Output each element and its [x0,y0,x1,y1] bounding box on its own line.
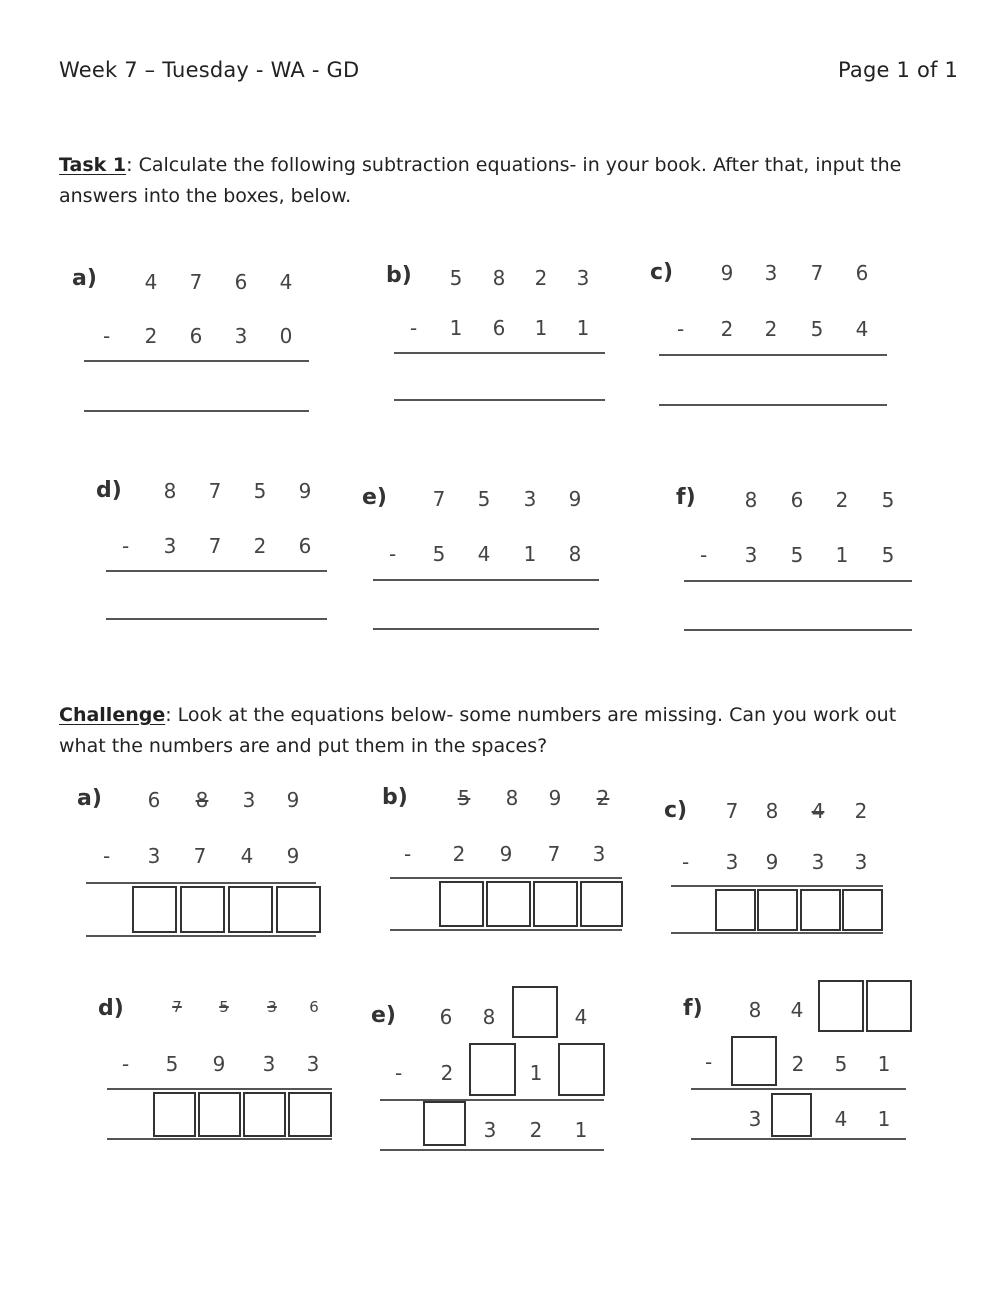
digit: 3 [163,534,177,558]
rule-line [390,877,622,879]
task1-instructions [59,150,934,212]
rule-line [394,352,605,354]
digit: 4 [574,1005,588,1029]
answer-box[interactable] [757,889,798,931]
digit: 9 [548,786,562,810]
answer-box[interactable] [243,1092,286,1137]
digit: 3 [234,324,248,348]
digit: 8 [744,488,758,512]
digit: 5 [477,487,491,511]
digit: 2 [720,317,734,341]
digit: 2 [144,324,158,348]
crossed-digit: 3 [267,998,277,1016]
digit: 5 [790,543,804,567]
problem-label: a) [77,786,102,811]
crossed-digit: 2 [596,786,610,810]
digit: 3 [764,261,778,285]
digit: 5 [253,479,267,503]
minus-sign: - [410,316,418,340]
answer-box[interactable] [228,886,273,933]
digit: 6 [439,1005,453,1029]
answer-box[interactable] [486,881,531,927]
digit: 7 [810,261,824,285]
digit: 6 [298,534,312,558]
rule-line [380,1149,604,1151]
digit: 2 [253,534,267,558]
problem-label: b) [382,785,408,810]
digit: 3 [306,1052,320,1076]
answer-box[interactable] [533,881,578,927]
digit: 1 [534,316,548,340]
digit: 2 [534,266,548,290]
digit: 1 [574,1118,588,1142]
digit: 6 [492,316,506,340]
digit: 9 [286,788,300,812]
answer-box[interactable] [715,889,756,931]
problem-label: c) [650,260,674,285]
digit: 7 [193,844,207,868]
digit: 5 [881,543,895,567]
rule-line [691,1088,906,1090]
digit: 7 [547,842,561,866]
problem-label: d) [98,996,124,1021]
missing-digit-box[interactable] [558,1043,605,1096]
digit: 9 [286,844,300,868]
digit: 2 [764,317,778,341]
missing-digit-box[interactable] [771,1093,812,1137]
minus-sign: - [705,1050,713,1074]
digit: 8 [482,1005,496,1029]
digit: 1 [835,543,849,567]
answer-box[interactable] [439,881,484,927]
rule-line [107,1088,332,1090]
problem-label: e) [362,485,387,510]
minus-sign: - [103,844,111,868]
problem-label: d) [96,478,122,503]
digit: 1 [449,316,463,340]
missing-digit-box[interactable] [866,980,912,1032]
digit: 9 [499,842,513,866]
crossed-digit: 5 [219,998,229,1016]
digit: 9 [568,487,582,511]
digit: 2 [835,488,849,512]
digit: 3 [592,842,606,866]
digit: 2 [529,1118,543,1142]
digit: 4 [279,270,293,294]
minus-sign: - [682,850,690,874]
rule-line [390,929,622,931]
digit: 3 [262,1052,276,1076]
minus-sign: - [122,534,130,558]
digit: 3 [483,1118,497,1142]
digit: 1 [523,542,537,566]
digit: 5 [810,317,824,341]
digit: 2 [440,1061,454,1085]
rule-line [380,1099,604,1101]
digit: 1 [529,1061,543,1085]
digit: 6 [234,270,248,294]
missing-digit-box[interactable] [423,1101,466,1146]
minus-sign: - [677,317,685,341]
digit: 3 [811,850,825,874]
digit: 8 [568,542,582,566]
rule-line [373,579,599,581]
minus-sign: - [395,1061,403,1085]
missing-digit-box[interactable] [512,986,558,1038]
problem-label: f) [683,996,703,1021]
problem-label: a) [72,266,97,291]
rule-line [671,932,883,934]
problem-label: f) [676,485,696,510]
digit: 6 [790,488,804,512]
rule-line [106,570,327,572]
challenge-label: Challenge [59,704,166,726]
answer-box[interactable] [800,889,841,931]
digit: 7 [725,799,739,823]
minus-sign: - [103,324,111,348]
answer-box[interactable] [132,886,177,933]
minus-sign: - [389,542,397,566]
task1-label: Task 1 [59,154,127,176]
answer-box[interactable] [580,881,623,927]
answer-line[interactable] [659,404,887,406]
rule-line [107,1138,332,1140]
rule-line [659,354,887,356]
digit: 3 [523,487,537,511]
digit: 7 [432,487,446,511]
digit: 6 [309,998,319,1016]
rule-line [671,885,883,887]
rule-line [691,1138,906,1140]
digit: 2 [452,842,466,866]
minus-sign: - [700,543,708,567]
digit: 3 [854,850,868,874]
digit: 6 [189,324,203,348]
digit: 3 [748,1107,762,1131]
rule-line [84,360,309,362]
digit: 3 [147,844,161,868]
minus-sign: - [404,842,412,866]
digit: 8 [163,479,177,503]
digit: 4 [855,317,869,341]
page-number: Page 1 of 1 [838,58,959,82]
digit: 1 [576,316,590,340]
answer-box[interactable] [842,889,883,931]
digit: 8 [748,998,762,1022]
worksheet-title: Week 7 – Tuesday - WA - GD [59,58,360,82]
crossed-digit: 8 [195,788,209,812]
missing-digit-box[interactable] [818,980,864,1032]
answer-line[interactable] [373,628,599,630]
digit: 5 [449,266,463,290]
digit: 5 [881,488,895,512]
digit: 8 [505,786,519,810]
crossed-digit: 5 [457,786,471,810]
digit: 4 [834,1107,848,1131]
digit: 8 [765,799,779,823]
answer-line[interactable] [684,629,912,631]
digit: 4 [790,998,804,1022]
problem-label: e) [371,1003,396,1028]
task1-text: : Calculate the following subtraction equations- in your book. After that, input the answers into the boxes, below. [59,154,902,207]
digit: 1 [877,1107,891,1131]
answer-line[interactable] [84,410,309,412]
digit: 3 [725,850,739,874]
problem-label: c) [664,798,688,823]
digit: 7 [208,479,222,503]
digit: 3 [744,543,758,567]
answer-line[interactable] [394,399,605,401]
missing-digit-box[interactable] [469,1043,516,1096]
digit: 1 [877,1052,891,1076]
digit: 7 [208,534,222,558]
digit: 3 [242,788,256,812]
challenge-text: : Look at the equations below- some numbers are missing. Can you work out what the numbers are and put them in the spaces? [59,704,897,757]
minus-sign: - [122,1052,130,1076]
crossed-digit: 7 [172,998,182,1016]
digit: 2 [854,799,868,823]
digit: 2 [791,1052,805,1076]
answer-box[interactable] [180,886,225,933]
digit: 9 [212,1052,226,1076]
missing-digit-box[interactable] [731,1036,777,1086]
answer-box[interactable] [276,886,321,933]
digit: 7 [189,270,203,294]
digit: 4 [240,844,254,868]
digit: 4 [144,270,158,294]
crossed-digit: 4 [811,799,825,823]
digit: 9 [720,261,734,285]
answer-box[interactable] [288,1092,332,1137]
challenge-instructions [59,700,934,762]
answer-line[interactable] [106,618,327,620]
digit: 5 [432,542,446,566]
rule-line [86,882,316,884]
problem-label: b) [386,263,412,288]
rule-line [86,935,316,937]
digit: 9 [298,479,312,503]
digit: 3 [576,266,590,290]
digit: 9 [765,850,779,874]
digit: 0 [279,324,293,348]
digit: 5 [165,1052,179,1076]
digit: 6 [855,261,869,285]
rule-line [684,580,912,582]
digit: 8 [492,266,506,290]
answer-box[interactable] [153,1092,196,1137]
digit: 4 [477,542,491,566]
digit: 6 [147,788,161,812]
digit: 5 [834,1052,848,1076]
answer-box[interactable] [198,1092,241,1137]
